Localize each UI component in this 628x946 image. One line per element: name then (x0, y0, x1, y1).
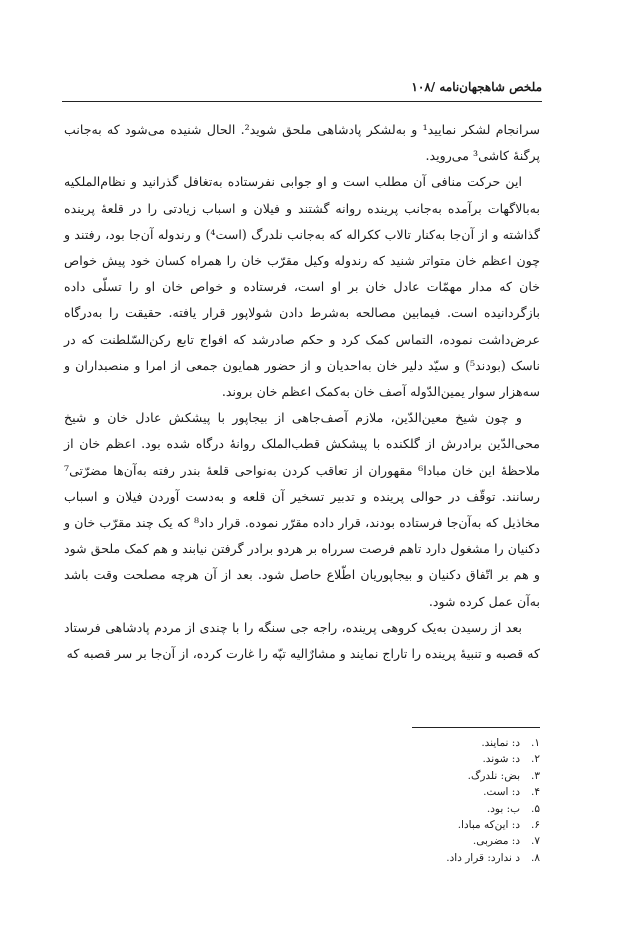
footnote (300, 784, 540, 800)
footnote-rule (412, 727, 540, 728)
footnote-number: ۲. (531, 753, 540, 766)
footnote-number: ۴. (531, 786, 540, 799)
footnote-text: د: مضربی. (472, 835, 520, 848)
footnote (300, 833, 540, 849)
footnote-text: ب: بود. (486, 802, 520, 815)
footnote (300, 817, 540, 833)
paragraph-3: و چون شیخ معین‌الدّین، ملازم آصف‌جاهی از بیجاپور با پیشکش عادل خان و شیخ محی‌الدّین برادرش از گلکنده با پیشکش قطب‌الملک روانهٔ درگاه شده بود. اعظم خان از ملاحظهٔ این خان مبادا⁶ مقهوران از تعاقب کردن به‌نواحی قلعهٔ بندر رفته به‌آن‌ها مضرّتی⁷ رسانند. توقّف در حوالی پرینده و تدبیر تسخیر آن قلعه و به‌دست آوردن فیلان و اسباب مخاذیل که به‌آن‌جا فرستاده بودند، قرار داده مقرّر نموده. قرار داد⁸ که یک چند مقرّب خان و دکنیان را مشغول دارد تاهم فرصت سرراه بر هردو برادر گرفتن نیابند و هم کمک ملحق شود و هم بر اتّفاق دکنیان و بیجاپوریان اطّلاع حاصل شود. بعد از آن هرچه مصلحت وقت باشد به‌آن عمل کرده شود. (64, 410, 541, 609)
footnote-text: د: این‌که مبادا. (457, 819, 520, 832)
header-title: ملخص شاهجهان‌نامه /۱۰۸ (411, 80, 542, 94)
footnote-number: ۳. (531, 769, 540, 782)
paragraph-4: بعد از رسیدن به‌یک کروهی پرینده، راجه جی سنگه را با چندی از مردم پادشاهی فرستاد که قصبه و تنبیهٔ پرینده را تاراج نمایند و مشارٌالیه تپّه را غارت کرده، از آن‌جا بر سر قصبه که (64, 619, 540, 662)
running-header (62, 80, 542, 94)
footnote-text: د ندارد: قرار داد. (446, 851, 520, 864)
footnote (300, 850, 540, 866)
footnote-number: ۱. (531, 737, 540, 749)
body-text (64, 117, 540, 667)
footnote (300, 751, 540, 767)
footnote-number: ۷. (531, 835, 540, 848)
footnote-text: د: نمایند. (481, 737, 520, 749)
header-rule (62, 101, 542, 102)
paragraph-2: این حرکت منافی آن مطلب است و او جوابی نفرستاده به‌تغافل گذرانید و نظام‌الملکیه به‌بالاگهات برآمده به‌جانب پرینده روانه گشتند و فیلان و اسباب زیادتی را در قلعهٔ پرینده گذاشته و از آن‌جا به‌کنار تالاب ککراله که به‌جانب نلدرگ (است⁴) و رندوله آن‌جا بود، رفتند و چون اعظم خان متواتر شنید که رندوله وکیل مقرّب خان را همراه کسان خود پیش خواص خان که مدار مهمّات عادل خان بر او است، فرستاده و خواص خان او را تسلّی داده بازگردانیده است. فیمابین مصالحه به‌شرط دادن شولاپور قرار یافته. حقیقت را به‌درگاه عرض‌داشت نموده، التماس کمک کرد و حکم صادرشد که افواج تابع رکن‌السّلطنت که در ناسک (بودند⁵) و سیّد دلیر خان به‌احدیان و از حضور همایون جمعی از امرا و منصبداران و سه‌هزار سوار یمین‌الدّوله آصف خان به‌کمک اعظم خان بروند. (64, 174, 540, 400)
footnotes (300, 735, 540, 866)
footnote-text: د: شوند. (482, 753, 520, 766)
footnote-number: ۵. (531, 802, 540, 815)
footnote (300, 768, 540, 784)
footnote-number: ۸. (531, 851, 540, 864)
footnote-text: بض: نلدرگ. (467, 769, 520, 782)
paragraph-1: سرانجام لشکر نمایید¹ و به‌لشکر پادشاهی ملحق شوید². الحال شنیده می‌شود که به‌جانب پرگنهٔ کاشی³ می‌روید. (64, 122, 540, 164)
footnote (300, 735, 540, 751)
footnote-text: د: است. (483, 786, 520, 799)
footnote (300, 801, 540, 817)
footnote-number: ۶. (531, 819, 540, 832)
